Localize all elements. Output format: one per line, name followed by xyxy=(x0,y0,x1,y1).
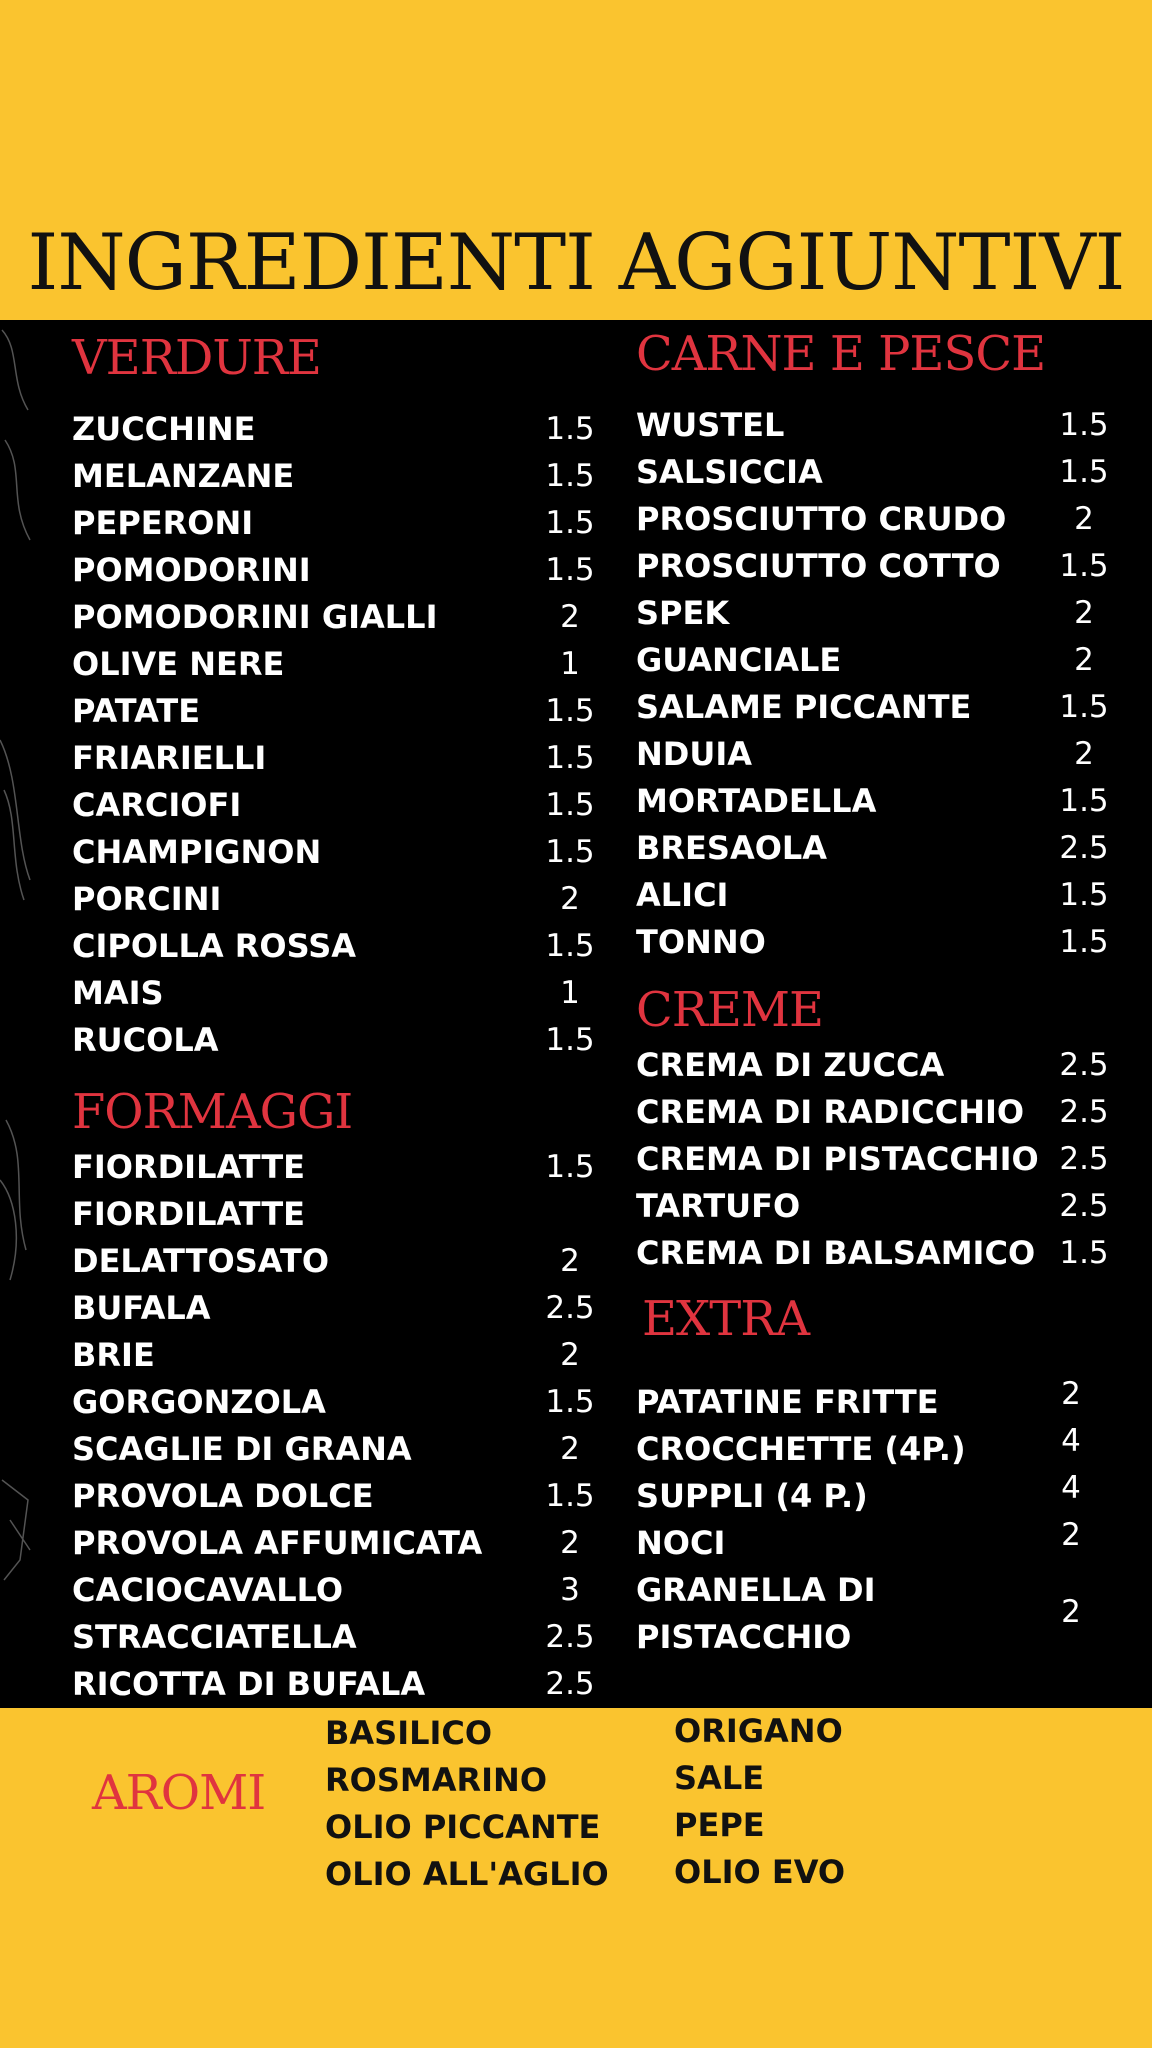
item-price: 1 xyxy=(560,975,580,1011)
item-price: 2 xyxy=(560,1243,580,1279)
menu-item xyxy=(636,1089,1126,1136)
aromi-item: OLIO PICCANTE xyxy=(325,1808,601,1846)
item-name: SALSICCIA xyxy=(636,453,823,491)
menu-item xyxy=(72,453,595,500)
menu-item xyxy=(636,919,1126,966)
section-title-creme: CREME xyxy=(636,982,824,1038)
item-name: BRESAOLA xyxy=(636,829,828,867)
menu-item xyxy=(72,782,595,829)
item-price: 1.5 xyxy=(1059,407,1109,443)
item-price: 1 xyxy=(560,646,580,682)
aromi-item: SALE xyxy=(674,1759,765,1797)
item-price: 1.5 xyxy=(545,1022,595,1058)
aromi-item: PEPE xyxy=(674,1806,765,1844)
item-name: PROVOLA DOLCE xyxy=(72,1477,374,1515)
item-name: POMODORINI xyxy=(72,551,311,589)
item-name: BRIE xyxy=(72,1336,155,1374)
menu-item xyxy=(72,688,595,735)
item-price: 2 xyxy=(560,881,580,917)
item-name: GORGONZOLA xyxy=(72,1383,326,1421)
menu-item xyxy=(72,876,580,923)
item-price: 4 xyxy=(1061,1423,1081,1459)
item-name: PATATE xyxy=(72,692,201,730)
item-price: 1.5 xyxy=(1059,689,1109,725)
item-name: NOCI xyxy=(636,1524,726,1562)
aromi-item: BASILICO xyxy=(325,1714,493,1752)
menu-item xyxy=(636,1230,1126,1277)
item-name: PROSCIUTTO CRUDO xyxy=(636,500,1007,538)
item-price: 1.5 xyxy=(545,505,595,541)
item-price: 2 xyxy=(1074,501,1094,537)
menu-item xyxy=(636,543,1126,590)
menu-item xyxy=(72,500,595,547)
item-name: RUCOLA xyxy=(72,1021,219,1059)
item-name: DELATTOSATO xyxy=(72,1242,330,1280)
item-price: 1.5 xyxy=(545,1149,595,1185)
item-price: 2 xyxy=(560,1525,580,1561)
menu-item xyxy=(636,778,1126,825)
menu-item xyxy=(72,970,580,1017)
aromi-column-2 xyxy=(674,1708,845,1896)
aromi-item: OLIO ALL'AGLIO xyxy=(325,1855,609,1893)
menu-item xyxy=(636,825,1126,872)
item-price: 1.5 xyxy=(545,740,595,776)
aromi-item: ORIGANO xyxy=(674,1712,843,1750)
item-price: 2.5 xyxy=(1059,1047,1109,1083)
item-price: 1.5 xyxy=(545,458,595,494)
aromi-item: OLIO EVO xyxy=(674,1853,846,1891)
menu-item xyxy=(636,1517,1126,1567)
menu-item xyxy=(72,1567,580,1614)
menu-item xyxy=(72,547,595,594)
menu-item xyxy=(72,594,580,641)
decorative-sketch xyxy=(0,320,34,1708)
menu-item xyxy=(72,406,595,453)
item-price: 2 xyxy=(1074,736,1094,772)
menu-item xyxy=(636,731,1126,778)
item-price: 1.5 xyxy=(1059,924,1109,960)
item-price: 2 xyxy=(560,1431,580,1467)
section-title-aromi: AROMI xyxy=(92,1765,266,1821)
menu-item xyxy=(636,496,1126,543)
menu-item xyxy=(72,1191,572,1238)
item-name: OLIVE NERE xyxy=(72,645,285,683)
menu-item xyxy=(72,1661,595,1708)
item-price: 1.5 xyxy=(1059,877,1109,913)
item-price: 1.5 xyxy=(545,693,595,729)
item-price: 2.5 xyxy=(545,1619,595,1655)
aromi-column-1 xyxy=(325,1710,609,1898)
item-name: ZUCCHINE xyxy=(72,410,256,448)
menu-item xyxy=(72,1614,595,1661)
item-name: NDUIA xyxy=(636,735,752,773)
item-name: CIPOLLA ROSSA xyxy=(72,927,356,965)
item-price: 2.5 xyxy=(1059,1141,1109,1177)
item-price: 1.5 xyxy=(545,411,595,447)
item-name: CREMA DI ZUCCA xyxy=(636,1046,945,1084)
item-name: FIORDILATTE xyxy=(72,1195,305,1233)
item-price: 1.5 xyxy=(1059,454,1109,490)
page-title: INGREDIENTI AGGIUNTIVI xyxy=(27,218,1125,308)
item-name: CHAMPIGNON xyxy=(72,833,322,871)
left-column xyxy=(72,330,595,1708)
menu-item xyxy=(72,1285,595,1332)
menu-item xyxy=(636,872,1126,919)
item-name: PROSCIUTTO COTTO xyxy=(636,547,1001,585)
item-price: 1.5 xyxy=(1059,783,1109,819)
menu-item xyxy=(72,1473,595,1520)
item-name: CREMA DI BALSAMICO xyxy=(636,1234,1036,1272)
item-price: 2 xyxy=(1074,642,1094,678)
item-name: FIORDILATTE xyxy=(72,1148,305,1186)
item-price: 2 xyxy=(560,1337,580,1373)
menu-item xyxy=(636,1567,1126,1661)
extra-list xyxy=(636,1376,1126,1661)
item-name: FRIARIELLI xyxy=(72,739,267,777)
section-title-extra: EXTRA xyxy=(642,1291,810,1347)
item-name: WUSTEL xyxy=(636,406,785,444)
item-price: 2 xyxy=(560,599,580,635)
menu-item xyxy=(72,1379,595,1426)
item-name: SPEK xyxy=(636,594,730,632)
item-name: PEPERONI xyxy=(72,504,254,542)
item-name: STRACCIATELLA xyxy=(72,1618,357,1656)
menu-item xyxy=(72,1426,580,1473)
item-price: 1.5 xyxy=(545,787,595,823)
item-price: 3 xyxy=(560,1572,580,1608)
item-name: POMODORINI GIALLI xyxy=(72,598,438,636)
item-name: TARTUFO xyxy=(636,1187,801,1225)
item-price: 1.5 xyxy=(545,928,595,964)
item-price: 1.5 xyxy=(545,834,595,870)
item-name: SALAME PICCANTE xyxy=(636,688,972,726)
item-name: MELANZANE xyxy=(72,457,295,495)
item-name: TONNO xyxy=(636,923,766,961)
item-name: PORCINI xyxy=(72,880,222,918)
item-price: 2 xyxy=(1061,1517,1081,1553)
section-title-carne-pesce: CARNE E PESCE xyxy=(636,326,1046,382)
menu-item xyxy=(636,684,1126,731)
section-title-formaggi: FORMAGGI xyxy=(72,1084,353,1140)
item-name: CARCIOFI xyxy=(72,786,242,824)
menu-item xyxy=(72,923,595,970)
menu-item xyxy=(636,1183,1126,1230)
item-name: PATATINE FRITTE xyxy=(636,1383,939,1421)
item-price: 2 xyxy=(1074,595,1094,631)
menu-item xyxy=(636,1042,1126,1089)
item-price: 1.5 xyxy=(545,1478,595,1514)
menu-item xyxy=(72,1238,580,1285)
menu-item xyxy=(72,1520,580,1567)
menu-item xyxy=(72,641,580,688)
item-name: RICOTTA DI BUFALA xyxy=(72,1665,426,1703)
right-column xyxy=(636,326,1126,1661)
item-price: 2.5 xyxy=(1059,1094,1109,1130)
item-price: 2 xyxy=(1061,1594,1081,1630)
item-name: ALICI xyxy=(636,876,729,914)
menu-item xyxy=(72,1144,595,1191)
item-price: 1.5 xyxy=(1059,1235,1109,1271)
item-name: GUANCIALE xyxy=(636,641,842,679)
item-price: 2.5 xyxy=(545,1666,595,1702)
menu-item xyxy=(636,637,1126,684)
item-name: SUPPLI (4 P.) xyxy=(636,1477,868,1515)
item-price: 1.5 xyxy=(545,552,595,588)
item-name: PROVOLA AFFUMICATA xyxy=(72,1524,483,1562)
item-price: 4 xyxy=(1061,1470,1081,1506)
carne-pesce-list xyxy=(636,402,1126,966)
item-name: CROCCHETTE (4P.) xyxy=(636,1430,966,1468)
menu-item xyxy=(72,829,595,876)
menu-item xyxy=(636,590,1126,637)
section-title-verdure: VERDURE xyxy=(72,330,321,386)
item-name: GRANELLA DI PISTACCHIO xyxy=(636,1571,876,1656)
menu-item xyxy=(72,1332,580,1379)
creme-list xyxy=(636,1042,1126,1277)
item-name: BUFALA xyxy=(72,1289,211,1327)
item-name: SCAGLIE DI GRANA xyxy=(72,1430,412,1468)
item-price: 1.5 xyxy=(1059,548,1109,584)
aromi-item: ROSMARINO xyxy=(325,1761,548,1799)
verdure-list xyxy=(72,406,595,1064)
item-price: 2 xyxy=(1061,1376,1081,1412)
item-name: MORTADELLA xyxy=(636,782,877,820)
item-name: CREMA DI RADICCHIO xyxy=(636,1093,1025,1131)
item-name: CACIOCAVALLO xyxy=(72,1571,344,1609)
item-price: 2.5 xyxy=(1059,1188,1109,1224)
item-price: 2.5 xyxy=(545,1290,595,1326)
menu-item xyxy=(636,402,1126,449)
item-name: CREMA DI PISTACCHIO xyxy=(636,1140,1039,1178)
item-price: 2.5 xyxy=(1059,830,1109,866)
formaggi-list xyxy=(72,1144,595,1708)
menu-item xyxy=(72,1017,595,1064)
item-price: 1.5 xyxy=(545,1384,595,1420)
menu-item xyxy=(636,1136,1126,1183)
item-name: MAIS xyxy=(72,974,164,1012)
menu-item xyxy=(72,735,595,782)
menu-item xyxy=(636,449,1126,496)
